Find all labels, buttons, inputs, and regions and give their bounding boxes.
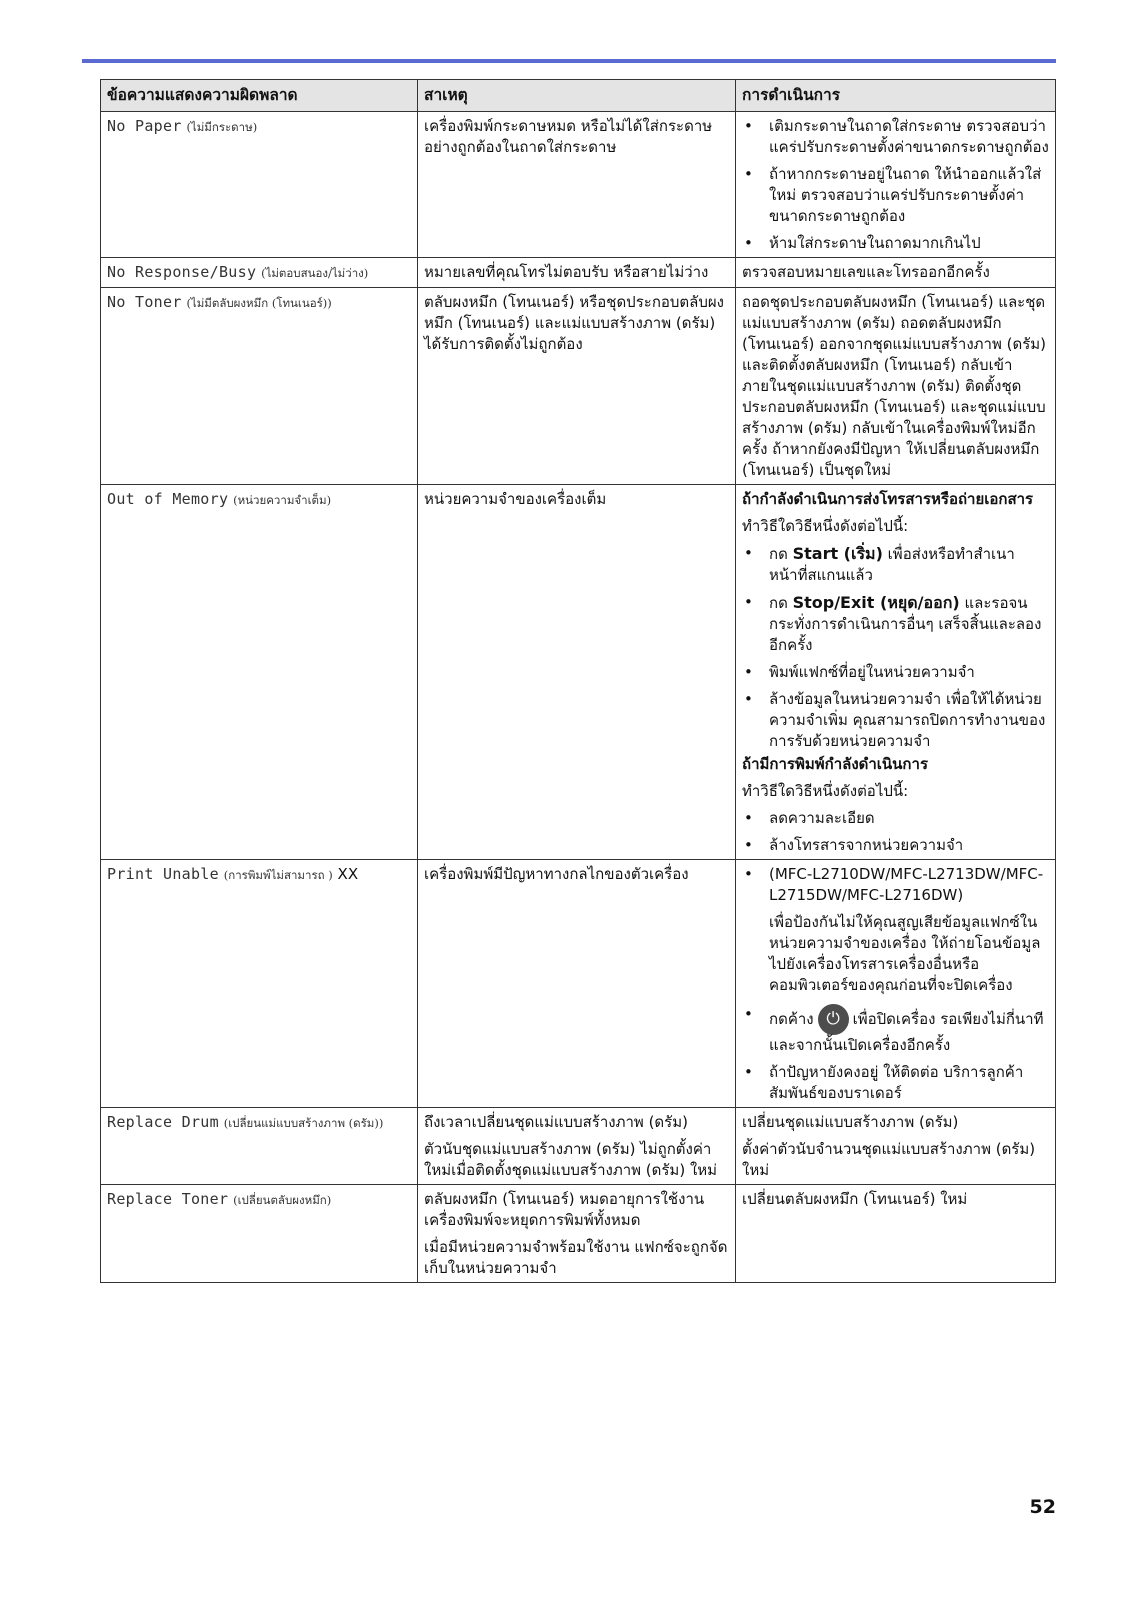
- list-item-text: กดค้าง: [769, 1010, 814, 1028]
- bullet-icon: •: [744, 593, 753, 611]
- cause-text: หมายเลขที่คุณโทรไม่ตอบรับ หรือสายไม่ว่าง: [424, 263, 709, 281]
- error-message-translation: (เปลี่ยนตลับผงหมึก): [233, 1193, 332, 1207]
- list-item: [742, 233, 1049, 254]
- column-header-action: การดำเนินการ: [736, 80, 1056, 112]
- error-message-code: Replace Drum: [107, 1113, 219, 1131]
- error-message-translation: (ไม่มีกระดาษ): [186, 120, 258, 134]
- column-header-message: ข้อความแสดงความผิดพลาด: [101, 80, 418, 112]
- action-text: ถอดชุดประกอบตลับผงหมึก (โทนเนอร์) และชุดแม่แบบสร้างภาพ (ดรัม) ถอดตลับผงหมึก (โทนเนอร์) ออกจากชุดแม่แบบสร้างภาพ (ดรัม) และติดตั้งตลับผงหมึก (โทนเนอร์) กลับเข้าภายในชุดแม่แบบสร้างภาพ (ดรัม) ติดตั้งชุดประกอบตลับผงหมึก (โทนเนอร์) และชุดแม่แบบสร้างภาพ (ดรัม) กลับเข้าในเครื่องพิมพ์ใหม่อีกครั้ง ถ้าหากยังคงมีปัญหา ให้เปลี่ยนตลับผงหมึก (โทนเนอร์) เป็นชุดใหม่: [742, 293, 1047, 479]
- bullet-icon: •: [744, 690, 753, 708]
- cause-cell: [418, 1108, 736, 1185]
- action-text: ตั้งค่าตัวนับจำนวนชุดแม่แบบสร้างภาพ (ดรัม) ใหม่: [742, 1140, 1036, 1179]
- print-action-list: [742, 808, 1049, 856]
- error-message-code: No Response/Busy: [107, 263, 257, 281]
- table-header-row: [101, 80, 1056, 112]
- bullet-icon: •: [744, 1063, 753, 1081]
- print-heading: ถ้ามีการพิมพ์กำลังดำเนินการ: [742, 755, 928, 773]
- list-item-text: ห้ามใส่กระดาษในถาดมากเกินไป: [769, 234, 981, 252]
- action-cell: [736, 288, 1056, 485]
- action-cell: [736, 860, 1056, 1108]
- list-item-text: พิมพ์แฟกซ์ที่อยู่ในหน่วยความจำ: [769, 663, 975, 681]
- list-item: [742, 543, 1049, 586]
- start-key-label: Start (เริ่ม): [792, 544, 883, 563]
- list-item: [742, 116, 1049, 158]
- error-code-suffix: XX: [337, 865, 359, 883]
- error-message-code: Replace Toner: [107, 1190, 229, 1208]
- cause-cell: [418, 112, 736, 258]
- action-cell: [736, 1185, 1056, 1283]
- table-row: [101, 1108, 1056, 1185]
- list-item-text: ถ้าหากกระดาษอยู่ในถาด ให้นำออกแล้วใส่ใหม่ ตรวจสอบว่าแคร่ปรับกระดาษตั้งค่าขนาดกระดาษถูกต้อง: [769, 165, 1042, 225]
- list-item: [742, 1062, 1049, 1104]
- action-text: เปลี่ยนตลับผงหมึก (โทนเนอร์) ใหม่: [742, 1190, 968, 1208]
- error-message-cell: [101, 112, 418, 258]
- error-message-translation: (เปลี่ยนแม่แบบสร้างภาพ (ดรัม)): [223, 1116, 384, 1130]
- cause-cell: [418, 1185, 736, 1283]
- action-cell: [736, 1108, 1056, 1185]
- list-item-text: เพื่อปิดเครื่อง รอเพียงไม่กี่นาที และจากนั้นเปิดเครื่องอีกครั้ง: [769, 1010, 1044, 1054]
- bullet-icon: •: [744, 663, 753, 681]
- bullet-icon: •: [744, 836, 753, 854]
- cause-text: เครื่องพิมพ์มีปัญหาทางกลไกของตัวเครื่อง: [424, 865, 689, 883]
- table-row: [101, 258, 1056, 288]
- power-icon: ⏻: [818, 1004, 849, 1035]
- model-note: เพื่อป้องกันไม่ให้คุณสูญเสียข้อมูลแฟกซ์ในหน่วยความจำของเครื่อง ให้ถ่ายโอนข้อมูลไปยังเครื่องโทรสารเครื่องอื่นหรือคอมพิวเตอร์ของคุณก่อนที่จะปิดเครื่อง: [769, 913, 1041, 994]
- action-text: ตรวจสอบหมายเลขและโทรออกอีกครั้ง: [742, 263, 990, 281]
- table-row: [101, 1185, 1056, 1283]
- header-rule: [82, 59, 1056, 63]
- list-item: [742, 835, 1049, 856]
- stop-exit-key-label: Stop/Exit (หยุด/ออก): [792, 593, 960, 612]
- error-message-cell: [101, 288, 418, 485]
- cause-cell: [418, 258, 736, 288]
- action-list: [742, 864, 1049, 1104]
- list-item-text: เพื่อส่งหรือทำสำเนาหน้าที่สแกนแล้ว: [769, 545, 1015, 584]
- list-item: [742, 808, 1049, 829]
- list-item-text: ลดความละเอียด: [769, 809, 875, 827]
- list-item: [742, 164, 1049, 227]
- action-list: [742, 116, 1049, 254]
- error-message-code: Print Unable: [107, 865, 219, 883]
- table-row: [101, 860, 1056, 1108]
- table-row: [101, 485, 1056, 860]
- list-item-text: เติมกระดาษในถาดใส่กระดาษ ตรวจสอบว่าแคร่ปรับกระดาษตั้งค่าขนาดกระดาษถูกต้อง: [769, 117, 1049, 156]
- cause-text: หน่วยความจำของเครื่องเต็ม: [424, 490, 607, 508]
- bullet-icon: •: [744, 1005, 753, 1023]
- print-intro: ทำวิธีใดวิธีหนึ่งดังต่อไปนี้:: [742, 782, 909, 800]
- cause-text: ตลับผงหมึก (โทนเนอร์) หรือชุดประกอบตลับผงหมึก (โทนเนอร์) และแม่แบบสร้างภาพ (ดรัม) ได้รับการติดตั้งไม่ถูกต้อง: [424, 293, 724, 353]
- cause-text: เครื่องพิมพ์กระดาษหมด หรือไม่ได้ใส่กระดาษอย่างถูกต้องในถาดใส่กระดาษ: [424, 117, 713, 156]
- list-item: [742, 864, 1049, 996]
- bullet-icon: •: [744, 544, 753, 562]
- error-message-translation: (การพิมพ์ไม่สามารถ ): [223, 868, 333, 882]
- error-message-cell: [101, 1185, 418, 1283]
- column-header-cause: สาเหตุ: [418, 80, 736, 112]
- table-row: [101, 288, 1056, 485]
- list-item-text: ล้างโทรสารจากหน่วยความจำ: [769, 836, 964, 854]
- cause-cell: [418, 860, 736, 1108]
- fax-copy-heading: ถ้ากำลังดำเนินการส่งโทรสารหรือถ่ายเอกสาร: [742, 490, 1034, 508]
- bullet-icon: •: [744, 809, 753, 827]
- page-number: 52: [1029, 1496, 1056, 1518]
- error-message-cell: [101, 485, 418, 860]
- table-row: [101, 112, 1056, 258]
- error-message-translation: (ไม่มีตลับผงหมึก (โทนเนอร์)): [186, 296, 332, 310]
- error-message-code: Out of Memory: [107, 490, 229, 508]
- action-cell: [736, 258, 1056, 288]
- error-message-cell: [101, 860, 418, 1108]
- cause-text: ถึงเวลาเปลี่ยนชุดแม่แบบสร้างภาพ (ดรัม): [424, 1113, 688, 1131]
- list-item-text: ล้างข้อมูลในหน่วยความจำ เพื่อให้ได้หน่วยความจำเพิ่ม คุณสามารถปิดการทำงานของการรับด้วยหน่วยความจำ: [769, 690, 1046, 750]
- list-item: [742, 1004, 1049, 1056]
- bullet-icon: •: [744, 865, 753, 883]
- cause-text: ตัวนับชุดแม่แบบสร้างภาพ (ดรัม) ไม่ถูกตั้งค่าใหม่เมื่อติดตั้งชุดแม่แบบสร้างภาพ (ดรัม) ใหม่: [424, 1140, 718, 1179]
- fax-copy-action-list: [742, 543, 1049, 752]
- error-message-code: No Toner: [107, 293, 182, 311]
- bullet-icon: •: [744, 165, 753, 183]
- list-item-text: กด: [769, 594, 793, 612]
- list-item-text: และรอจนกระทั่งการดำเนินการอื่นๆ เสร็จสิ้นและลองอีกครั้ง: [769, 594, 1042, 654]
- cause-text: ตลับผงหมึก (โทนเนอร์) หมดอายุการใช้งาน เครื่องพิมพ์จะหยุดการพิมพ์ทั้งหมด: [424, 1190, 705, 1229]
- error-message-cell: [101, 258, 418, 288]
- error-message-translation: (หน่วยความจำเต็ม): [233, 493, 332, 507]
- action-cell: [736, 485, 1056, 860]
- fax-copy-intro: ทำวิธีใดวิธีหนึ่งดังต่อไปนี้:: [742, 517, 909, 535]
- list-item: [742, 662, 1049, 683]
- list-item: [742, 689, 1049, 752]
- cause-cell: [418, 288, 736, 485]
- error-message-code: No Paper: [107, 117, 182, 135]
- model-list: (MFC-L2710DW/MFC-L2713DW/MFC-L2715DW/MFC-L2716DW): [769, 865, 1044, 904]
- error-message-table: [100, 79, 1056, 1283]
- list-item-text: กด: [769, 545, 793, 563]
- error-message-translation: (ไม่ตอบสนอง/ไม่ว่าง): [261, 266, 369, 280]
- cause-cell: [418, 485, 736, 860]
- action-cell: [736, 112, 1056, 258]
- list-item-text: ถ้าปัญหายังคงอยู่ ให้ติดต่อ บริการลูกค้าสัมพันธ์ของบราเดอร์: [769, 1063, 1024, 1102]
- bullet-icon: •: [744, 234, 753, 252]
- error-message-cell: [101, 1108, 418, 1185]
- cause-text: เมื่อมีหน่วยความจำพร้อมใช้งาน แฟกซ์จะถูกจัดเก็บในหน่วยความจำ: [424, 1238, 728, 1277]
- list-item: [742, 592, 1049, 656]
- action-text: เปลี่ยนชุดแม่แบบสร้างภาพ (ดรัม): [742, 1113, 959, 1131]
- bullet-icon: •: [744, 117, 753, 135]
